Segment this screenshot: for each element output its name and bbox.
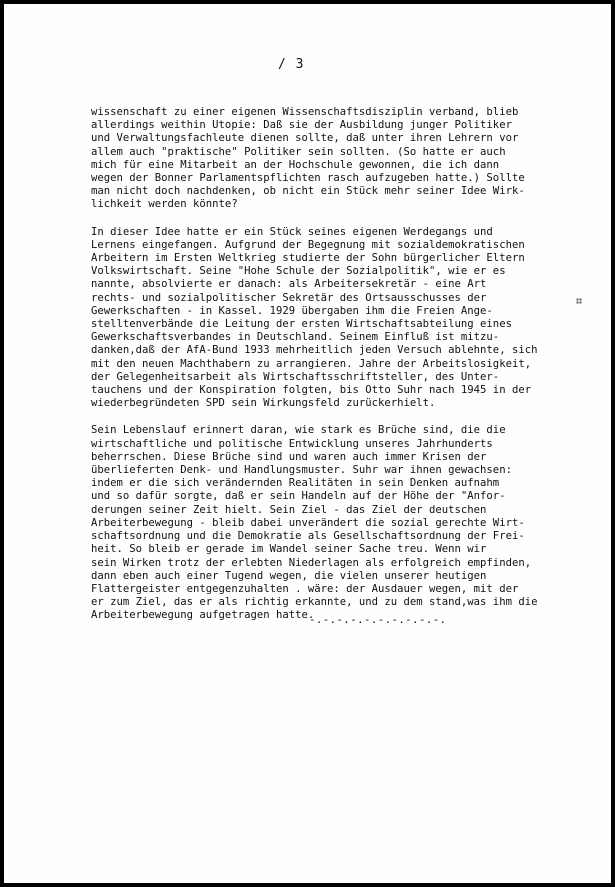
text-line: Flattergeister entgegenzuhalten . wäre: der Ausdauer wegen, mit der <box>91 582 519 595</box>
text-line: und so dafür sorgte, daß er sein Handeln auf der Höhe der "Anfor- <box>91 490 506 503</box>
text-line: und Verwaltungsfachleute dienen sollte, daß unter ihren Lehrern vor <box>91 132 519 145</box>
text-line: Lernens eingefangen. Aufgrund der Begegnung mit sozialdemokratischen <box>91 238 525 251</box>
text-line: heit. So bleib er gerade im Wandel seiner Sache treu. Wenn wir <box>91 543 487 556</box>
text-line: der Gelegenheitsarbeit als Wirtschaftsschriftsteller, des Unter- <box>91 370 500 383</box>
paragraph-3 <box>91 424 607 622</box>
text-line: mich für eine Mitarbeit an der Hochschule gewonnen, die ich dann <box>91 158 500 171</box>
document-page <box>4 4 611 883</box>
text-line: indem er die sich verändernden Realitäten in sein Denken aufnahm <box>91 477 500 490</box>
text-line: er zum Ziel, das er als richtig erkannte, und zu dem stand,was ihm die <box>91 596 538 609</box>
text-line: lichkeit werden könnte? <box>91 198 238 211</box>
text-line: Sein Lebenslauf erinnert daran, wie stark es Brüche sind, die die <box>91 424 506 437</box>
end-mark: -.-.-.-.-.-.-.-.-.-. <box>309 614 447 626</box>
text-line: allem auch "praktische" Politiker sein sollten. (So hatte er auch <box>91 145 506 158</box>
text-line: danken,daß der AfA-Bund 1933 mehrheitlich jeden Versuch ablehnte, sich <box>91 344 538 357</box>
text-line: beherrschen. Diese Brüche sind und waren auch immer Krisen der <box>91 450 487 463</box>
text-line: überlieferten Denk- und Handlungsmuster. Suhr war ihnen gewachsen: <box>91 464 512 477</box>
text-line: sein Wirken trotz der erlebten Niederlagen als erfolgreich empfinden, <box>91 556 532 569</box>
page-number: / 3 <box>278 57 305 72</box>
text-line: Volkswirtschaft. Seine "Hohe Schule der Sozialpolitik", wie er es <box>91 265 506 278</box>
text-line: schaftsordnung und die Demokratie als Gesellschaftsordnung der Frei- <box>91 530 525 543</box>
text-line: rechts- und sozialpolitischer Sekretär des Ortsausschusses der <box>91 291 487 304</box>
text-line: Arbeiterbewegung - bleib dabei unverändert die sozial gerechte Wirt- <box>91 516 525 529</box>
text-line: man nicht doch nachdenken, ob nicht ein Stück mehr seiner Idee Wirk- <box>91 185 525 198</box>
text-line: stelltenverbände die Leitung der ersten Wirtschaftsabteilung eines <box>91 318 512 331</box>
text-line: In dieser Idee hatte er ein Stück seines eigenen Werdegangs und <box>91 225 493 238</box>
text-line: wissenschaft zu einer eigenen Wissenschaftsdisziplin verband, blieb <box>91 106 519 118</box>
text-line: wiederbegründeten SPD sein Wirkungsfeld zurückerhielt. <box>91 397 436 410</box>
text-line: Gewerkschaftsverbandes in Deutschland. Seinem Einfluß ist mitzu- <box>91 331 500 344</box>
text-line: wirtschaftliche und politische Entwicklung unseres Jahrhunderts <box>91 437 493 450</box>
text-line: wegen der Bonner Parlamentspflichten rasch aufzugeben hatte.) Sollte <box>91 172 525 185</box>
text-line: nannte, absolvierte er danach: als Arbeitersekretär - eine Art <box>91 278 487 291</box>
text-line: Gewerkschaften - in Kassel. 1929 übergaben ihm die Freien Ange- <box>91 304 493 317</box>
text-line: tauchens und der Konspiration folgten, bis Otto Suhr nach 1945 in der <box>91 384 532 397</box>
text-line: Arbeitern im Ersten Weltkrieg studierte der Sohn bürgerlicher Eltern <box>91 252 525 265</box>
body-text <box>91 106 607 637</box>
paragraph-2 <box>91 226 607 411</box>
text-line: dann eben auch einer Tugend wegen, die vielen unserer heutigen <box>91 569 487 582</box>
text-line: Arbeiterbewegung aufgetragen hatte. <box>91 609 315 622</box>
text-line: derungen seiner Zeit hielt. Sein Ziel - das Ziel der deutschen <box>91 503 487 516</box>
text-line: allerdings weithin Utopie: Daß sie der Ausbildung junger Politiker <box>91 119 512 132</box>
text-line: mit den neuen Machthabern zu arrangieren. Jahre der Arbeitslosigkeit, <box>91 357 532 370</box>
paragraph-1 <box>91 106 607 212</box>
